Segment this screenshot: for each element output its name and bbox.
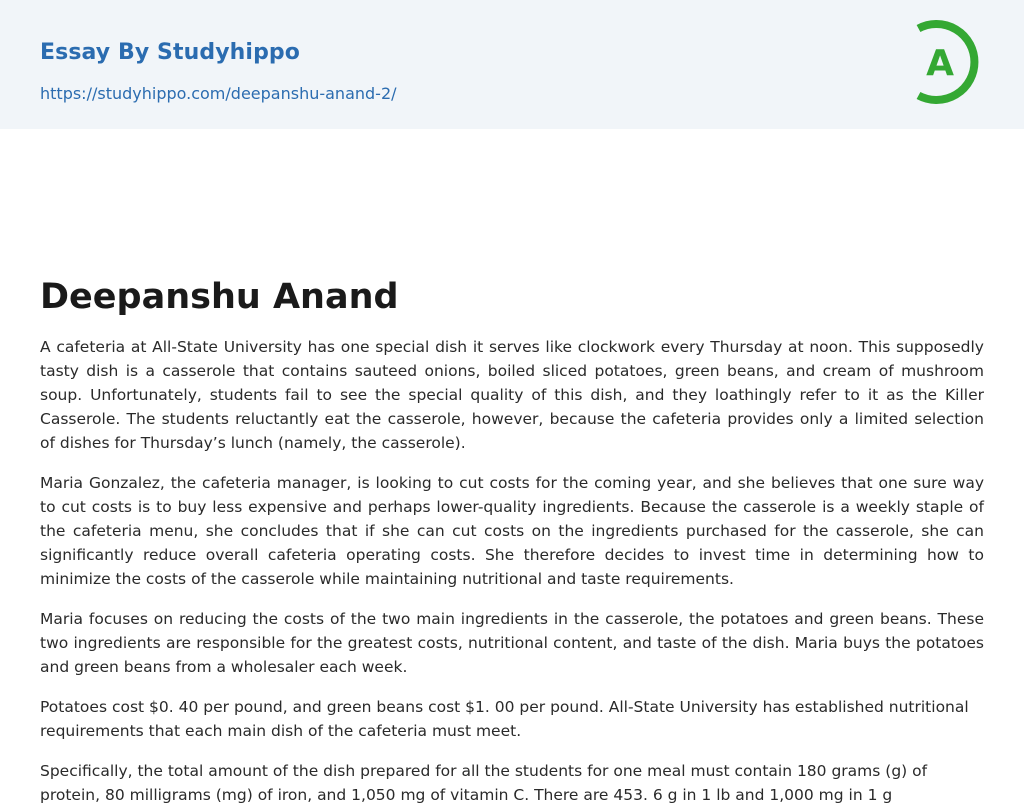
studyhippo-logo[interactable] <box>912 19 986 105</box>
site-brand[interactable]: Essay By Studyhippo <box>40 40 300 65</box>
essay-content <box>0 129 1024 807</box>
essay-paragraph: Potatoes cost $0. 40 per pound, and green beans cost $1. 00 per pound. All-State University has established nutritional requirements that each main dish of the cafeteria must meet. <box>40 698 969 740</box>
essay-paragraph: Maria Gonzalez, the cafeteria manager, is looking to cut costs for the coming year, and she believes that one sure way to cut costs is to buy less expensive and perhaps lower-quality ingredients. Because the casserole is a weekly staple of the cafeteria menu, she concludes that if she can cut costs on the ingredients purchased for the casserole, she can significantly reduce overall cafeteria operating costs. She therefore decides to invest time in determining how to minimize the costs of the casserole while maintaining nutritional and taste requirements. <box>40 474 984 588</box>
essay-title: Deepanshu Anand <box>40 277 399 317</box>
essay-paragraph: Specifically, the total amount of the dish prepared for all the students for one meal must contain 180 grams (g) of protein, 80 milligrams (mg) of iron, and 1,050 mg of vitamin C. There are 453. 6 g in 1 lb and 1,000 mg in 1 g <box>40 762 928 804</box>
site-header <box>0 0 1024 129</box>
essay-paragraph: Maria focuses on reducing the costs of the two main ingredients in the casserole, the potatoes and green beans. These two ingredients are responsible for the greatest costs, nutritional content, and taste of the dish. Maria buys the potatoes and green beans from a wholesaler each week. <box>40 610 984 676</box>
logo-a-icon <box>912 19 986 105</box>
essay-paragraph: A cafeteria at All-State University has one special dish it serves like clockwork every Thursday at noon. This supposedly tasty dish is a casserole that contains sauteed onions, boiled sliced potatoes, green beans, and cream of mushroom soup. Unfortunately, students fail to see the special quality of this dish, and they loathingly refer to it as the Killer Casserole. The students reluctantly eat the casserole, however, because the cafeteria provides only a limited selection of dishes for Thursday’s lunch (namely, the casserole). <box>40 338 984 452</box>
logo-letter: A <box>926 43 954 84</box>
essay-url-link[interactable]: https://studyhippo.com/deepanshu-anand-2/ <box>40 84 397 103</box>
